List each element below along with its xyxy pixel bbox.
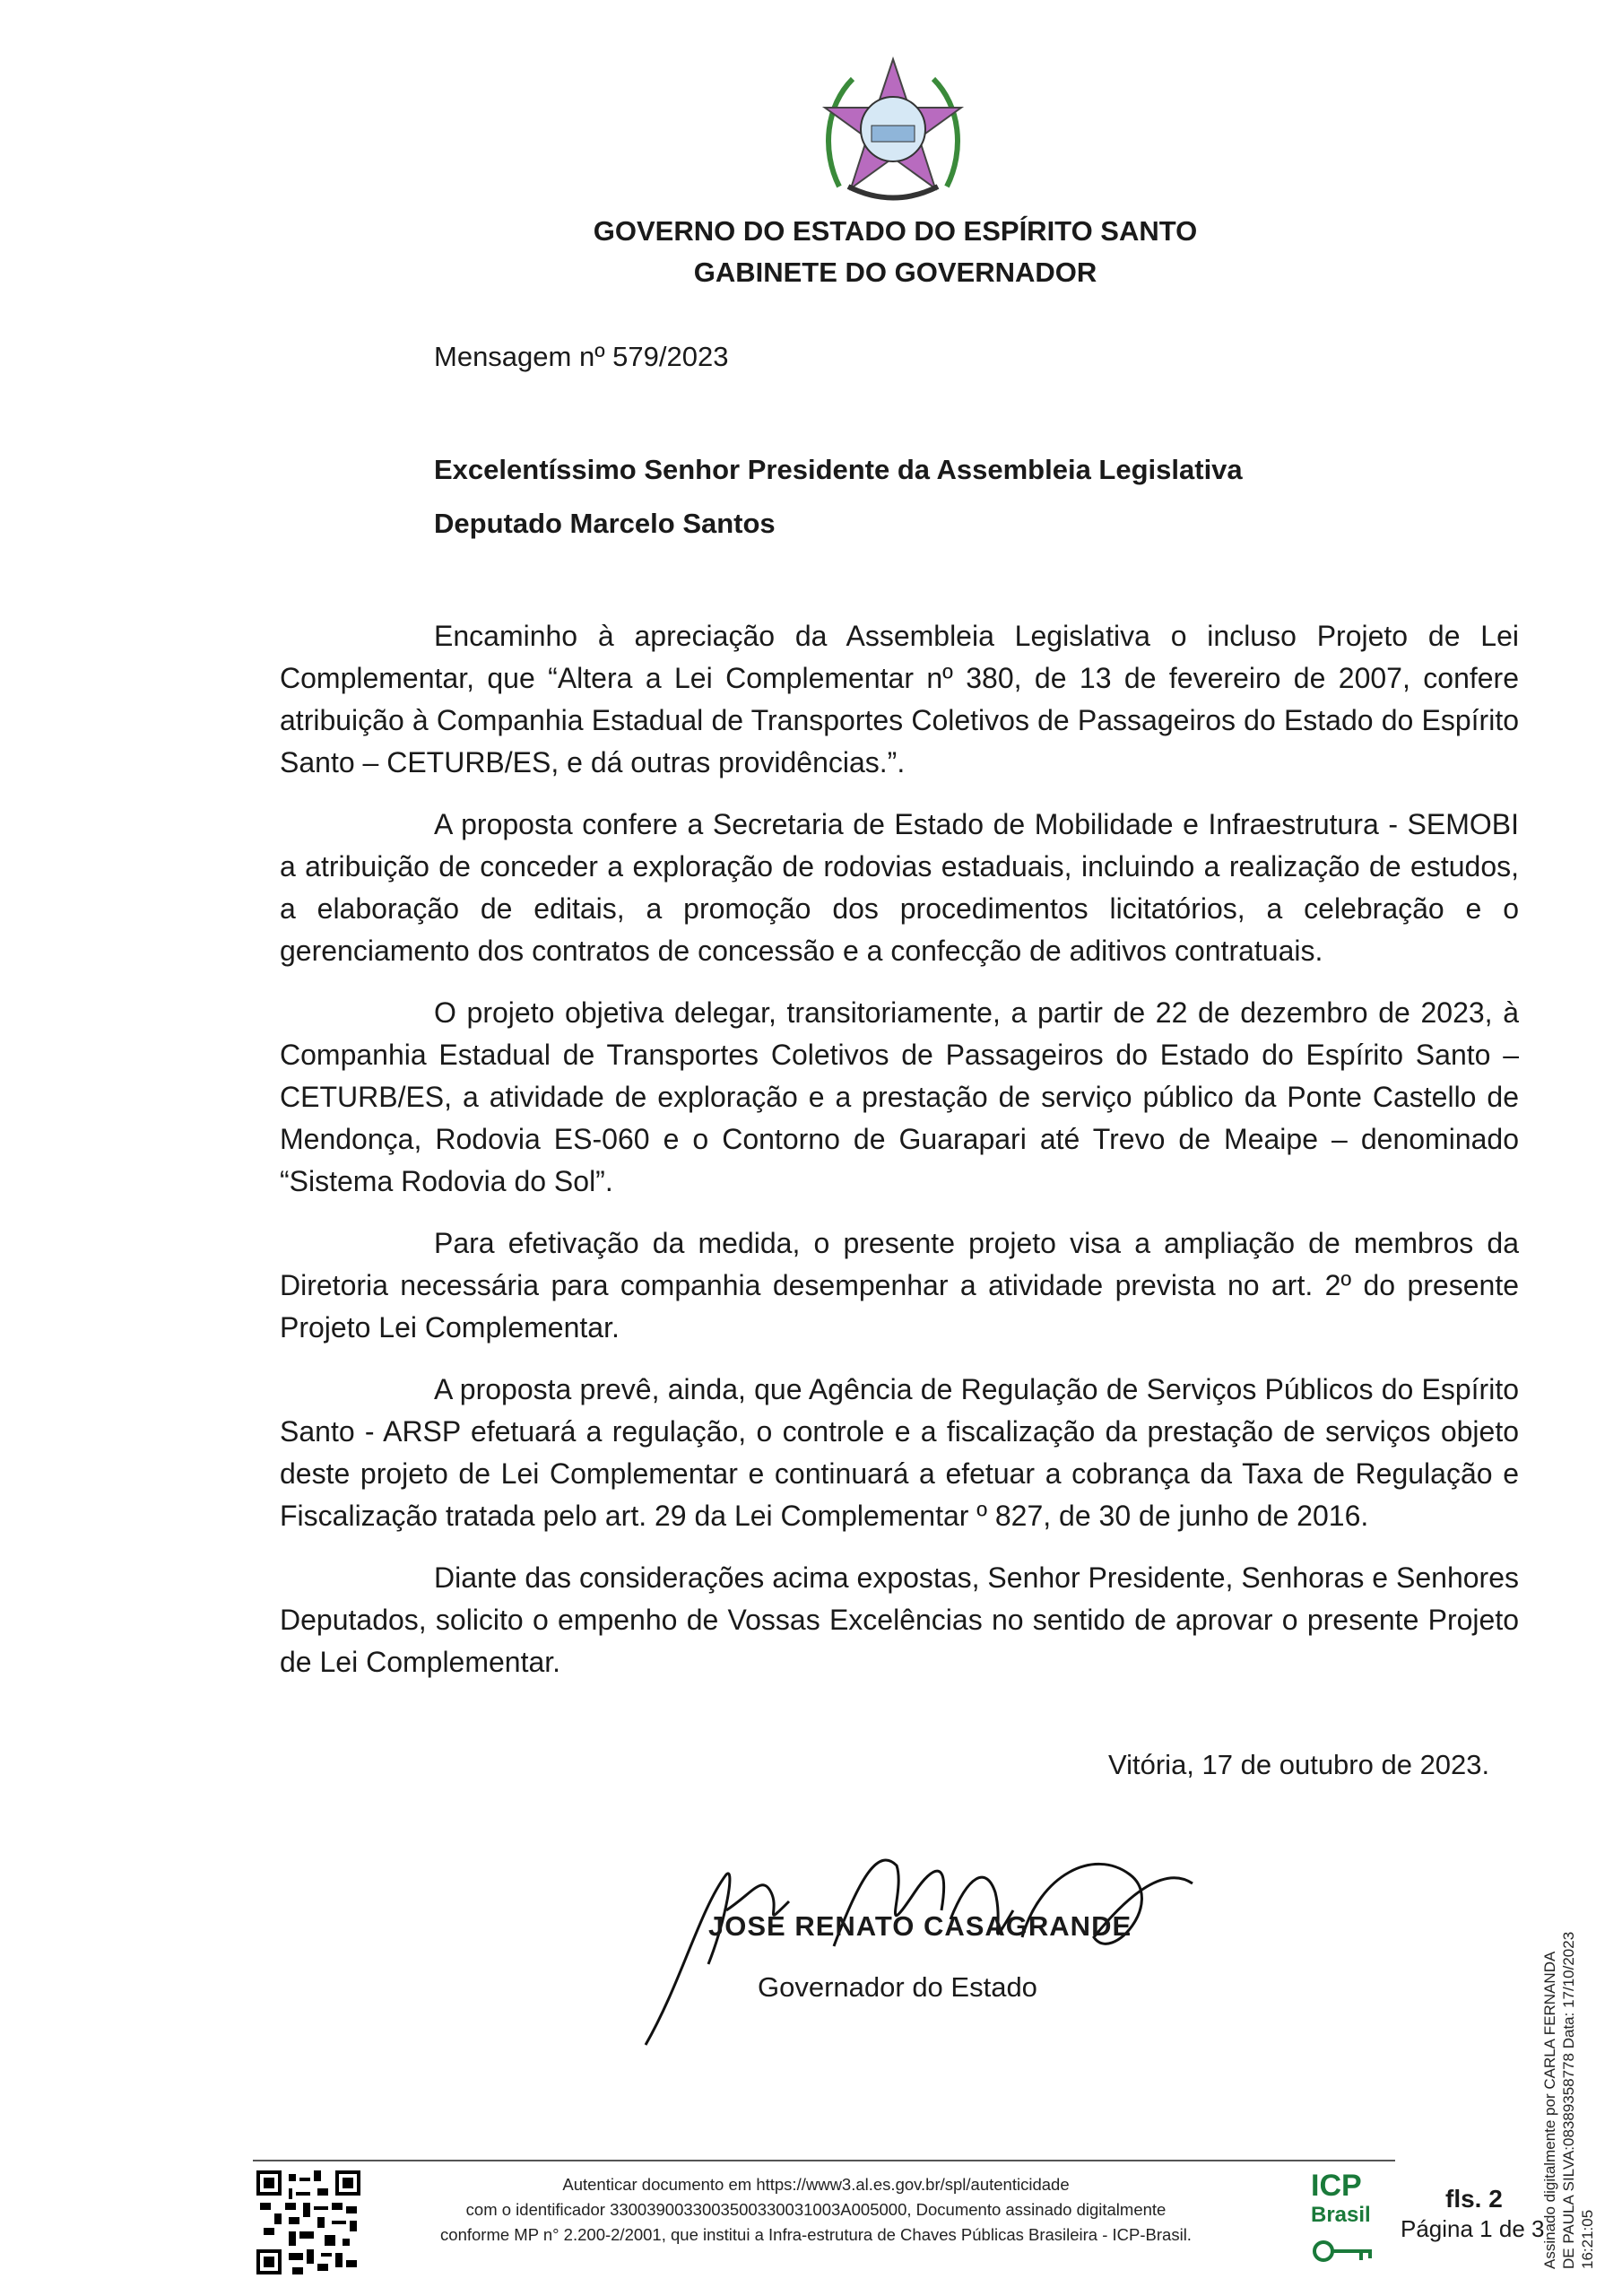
state-coat-of-arms-icon (812, 52, 974, 213)
header-cabinet: GABINETE DO GOVERNADOR (693, 257, 1097, 288)
icp-brasil-logo-bottom: Brasil (1311, 2203, 1371, 2227)
addressee-title: Excelentíssimo Senhor Presidente da Assembleia Legislativa (434, 454, 1243, 485)
page-indicator: Página 1 de 3 (1401, 2215, 1545, 2242)
auth-line: conforme MP n° 2.200-2/2001, que institui a Infra-estrutura de Chaves Públicas Brasileira - ICP-Brasil. (440, 2225, 1192, 2244)
handwritten-signature-icon (628, 1839, 1210, 2054)
message-body (280, 615, 1519, 1703)
paragraph: A proposta prevê, ainda, que Agência de Regulação de Serviços Públicos do Espírito Santo - ARSP efetuará a regulação, o controle e a fiscalização da prestação de serviços objeto deste projeto de Lei Complementar e continuará a efetuar a cobrança da Taxa de Regulação e Fiscalização tratada pelo art. 29 da Lei Complementar º 827, de 30 de junho de 2016. (280, 1373, 1519, 1532)
date-line: Vitória, 17 de outubro de 2023. (1108, 1749, 1490, 1780)
paragraph: Diante das considerações acima expostas, Senhor Presidente, Senhoras e Senhores Deputados, solicito o empenho de Vossas Excelências no sentido de aprovar o presente Projeto de Lei Complementar. (280, 1561, 1519, 1678)
message-number: Mensagem nº 579/2023 (434, 341, 729, 372)
auth-line: com o identificador 3300390033003500330031003A005000, Documento assinado digitalmente (465, 2200, 1167, 2219)
paragraph: Para efetivação da medida, o presente projeto visa a ampliação de membros da Diretoria necessária para companhia desempenhar a atividade prevista no art. 2º do presente Projeto Lei Complementar. (280, 1227, 1519, 1344)
header-government: GOVERNO DO ESTADO DO ESPÍRITO SANTO (593, 215, 1198, 247)
addressee-name: Deputado Marcelo Santos (434, 508, 776, 539)
authentication-notice (359, 2172, 1273, 2248)
paragraph: Encaminho à apreciação da Assembleia Legislativa o incluso Projeto de Lei Complementar, que “Altera a Lei Complementar nº 380, de 13 de fevereiro de 2007, confere atribuição à Companhia Estadual de Transportes Coletivos de Passageiros do Estado do Espírito Santo – CETURB/ES, e dá outras providências.”. (280, 620, 1519, 778)
qr-code-icon[interactable] (256, 2170, 360, 2274)
icp-key-icon (1311, 2233, 1383, 2269)
digital-signature-stamp (1540, 1695, 1597, 2269)
signatory-name: JOSÉ RENATO CASAGRANDE (708, 1910, 1132, 1942)
paragraph: O projeto objetiva delegar, transitoriamente, a partir de 22 de dezembro de 2023, à Companhia Estadual de Transportes Coletivos de Passageiros do Estado do Espírito Santo – CETURB/ES, a atividade de exploração e a prestação de serviço público da Ponte Castello de Mendonça, Rodovia ES-060 e o Contorno de Guarapari até Trevo de Meaipe – denominado “Sistema Rodovia do Sol”. (280, 996, 1519, 1197)
icp-brasil-logo-top: ICP (1311, 2169, 1362, 2203)
stamp-line: Assinado digitalmente por CARLA FERNANDA (1541, 1951, 1558, 2269)
folio-number: fls. 2 (1445, 2185, 1503, 2213)
footer-divider (253, 2160, 1395, 2161)
paragraph: A proposta confere a Secretaria de Estado de Mobilidade e Infraestrutura - SEMOBI a atribuição de conceder a exploração de rodovias estaduais, incluindo a realização de estudos, a elaboração de editais, a promoção dos procedimentos licitatórios, a celebração e o gerenciamento dos contratos de concessão e a confecção de aditivos contratuais. (280, 808, 1519, 967)
auth-line: Autenticar documento em https://www3.al.es.gov.br/spl/autenticidade (562, 2175, 1070, 2194)
signatory-role: Governador do Estado (758, 1971, 1037, 2003)
stamp-line: DE PAULA SILVA:08389358778 Data: 17/10/2023 (1560, 1931, 1577, 2269)
stamp-line: 16:21:05 (1579, 2209, 1596, 2269)
